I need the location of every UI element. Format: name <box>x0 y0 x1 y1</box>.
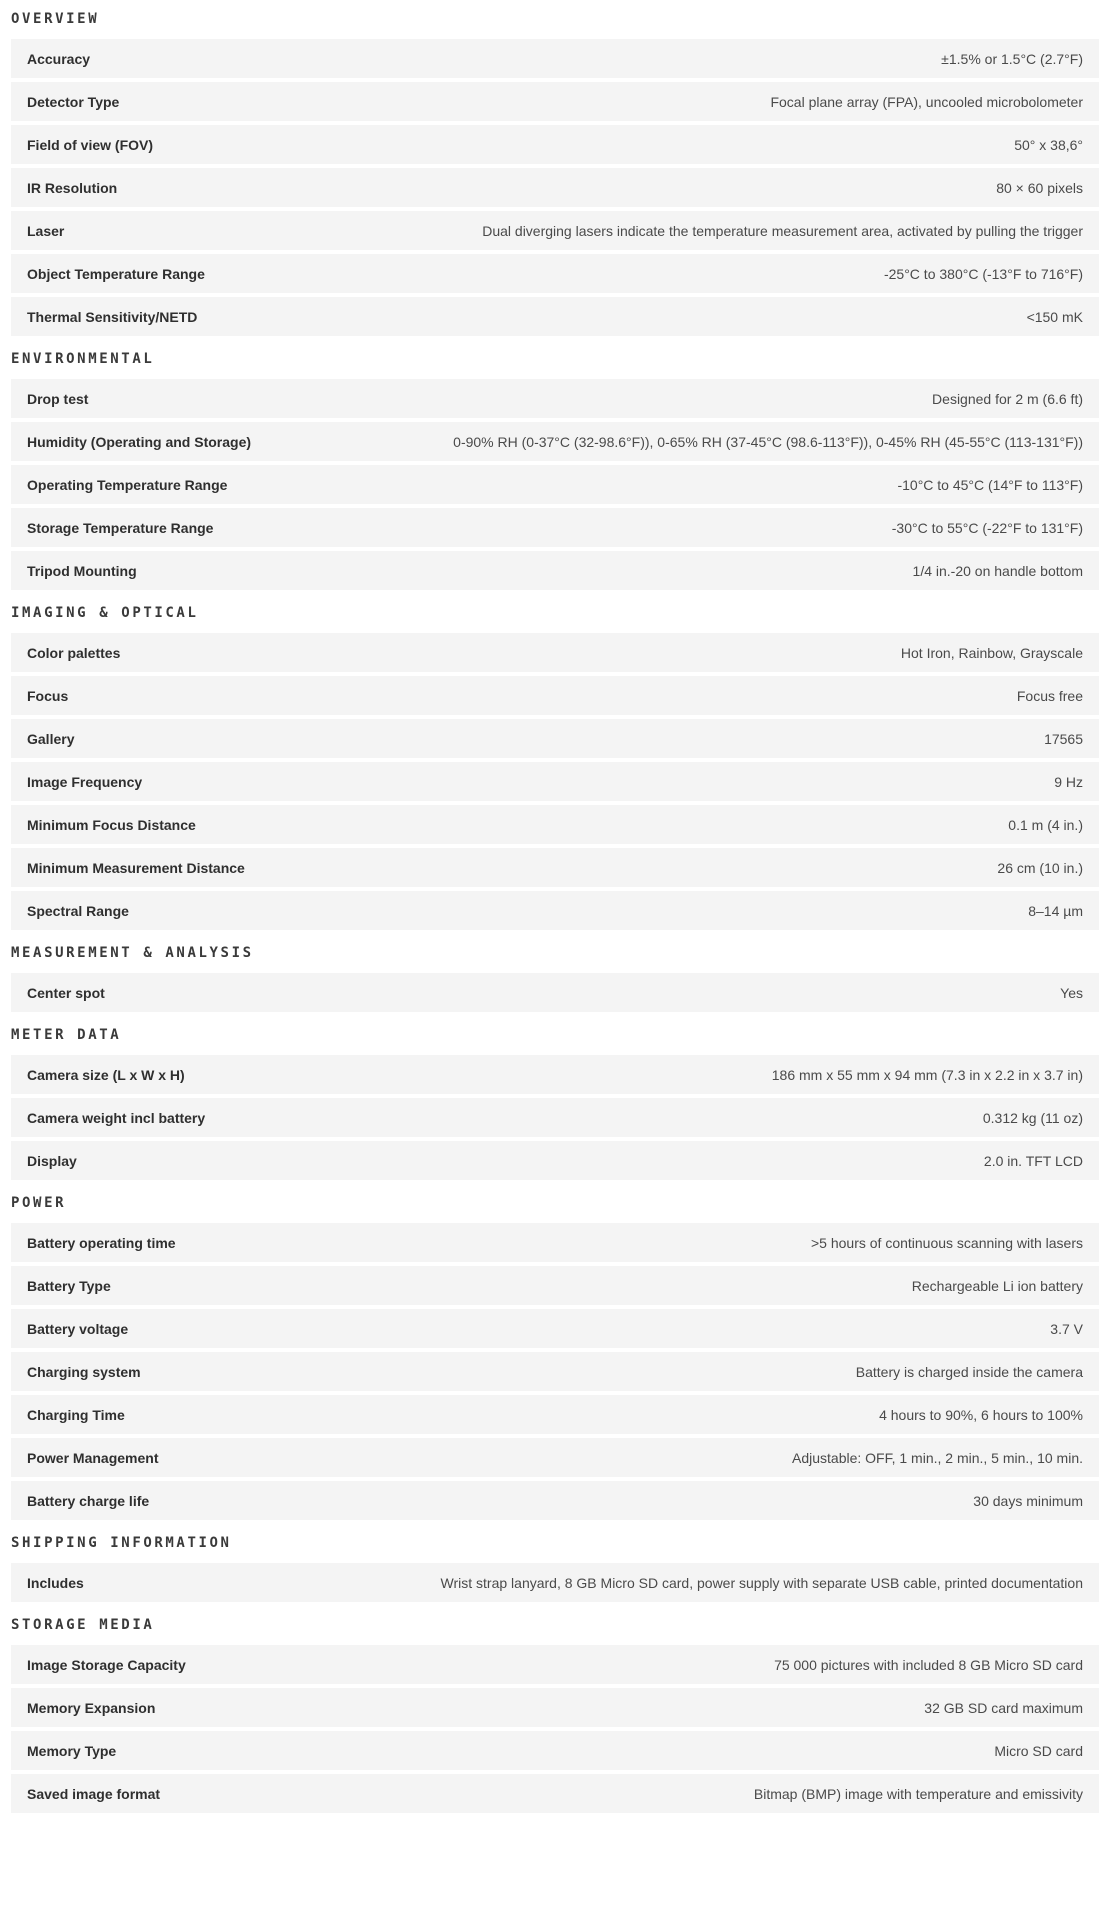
spec-value: Focus free <box>1016 687 1083 704</box>
spec-value: 0.312 kg (11 oz) <box>982 1109 1083 1126</box>
spec-label: Memory Expansion <box>27 1699 156 1716</box>
spec-row <box>11 254 1099 293</box>
spec-row <box>11 125 1099 164</box>
spec-list <box>11 973 1099 1012</box>
spec-value: 17565 <box>1044 730 1083 747</box>
spec-row <box>11 82 1099 121</box>
spec-row <box>11 633 1099 672</box>
spec-label: Charging Time <box>27 1406 125 1423</box>
spec-value: -10°C to 45°C (14°F to 113°F) <box>897 476 1083 493</box>
spec-value: Battery is charged inside the camera <box>855 1363 1083 1380</box>
spec-row <box>11 422 1099 461</box>
spec-row <box>11 508 1099 547</box>
spec-row <box>11 891 1099 930</box>
spec-value: 0.1 m (4 in.) <box>1008 816 1083 833</box>
spec-section <box>0 1016 1103 1180</box>
spec-value: -25°C to 380°C (-13°F to 716°F) <box>883 265 1083 282</box>
spec-label: Charging system <box>27 1363 141 1380</box>
spec-value: Bitmap (BMP) image with temperature and emissivity <box>753 1785 1083 1802</box>
spec-row <box>11 719 1099 758</box>
spec-label: Battery Type <box>27 1277 111 1294</box>
spec-value: 50° x 38,6° <box>1014 136 1083 153</box>
spec-value: Focal plane array (FPA), uncooled microbolometer <box>770 93 1083 110</box>
spec-value: 8–14 µm <box>1028 902 1083 919</box>
spec-value: 80 × 60 pixels <box>996 179 1083 196</box>
section-title: OVERVIEW <box>11 11 100 27</box>
spec-row <box>11 465 1099 504</box>
spec-row <box>11 1309 1099 1348</box>
spec-label: Power Management <box>27 1449 159 1466</box>
spec-label: Drop test <box>27 390 89 407</box>
spec-label: Focus <box>27 687 69 704</box>
spec-label: Battery voltage <box>27 1320 129 1337</box>
spec-label: Memory Type <box>27 1742 117 1759</box>
spec-value: 9 Hz <box>1054 773 1083 790</box>
spec-row <box>11 1774 1099 1813</box>
spec-value: 32 GB SD card maximum <box>924 1699 1083 1716</box>
spec-section <box>0 594 1103 930</box>
spec-row <box>11 379 1099 418</box>
spec-label: Storage Temperature Range <box>27 519 214 536</box>
spec-row <box>11 676 1099 715</box>
spec-row <box>11 1098 1099 1137</box>
spec-value: 186 mm x 55 mm x 94 mm (7.3 in x 2.2 in x 3.7 in) <box>771 1066 1083 1083</box>
spec-row <box>11 848 1099 887</box>
spec-list <box>11 1223 1099 1520</box>
spec-list <box>11 1563 1099 1602</box>
spec-label: Tripod Mounting <box>27 562 137 579</box>
spec-label: Minimum Focus Distance <box>27 816 196 833</box>
spec-value: 2.0 in. TFT LCD <box>983 1152 1083 1169</box>
spec-label: Minimum Measurement Distance <box>27 859 245 876</box>
spec-value: Designed for 2 m (6.6 ft) <box>932 390 1083 407</box>
spec-value: 0-90% RH (0-37°C (32-98.6°F)), 0-65% RH (37-45°C (98.6-113°F)), 0-45% RH (45-55°C (113-131°F)) <box>453 433 1083 450</box>
spec-label: Display <box>27 1152 77 1169</box>
spec-section <box>0 0 1103 336</box>
spec-value: 1/4 in.-20 on handle bottom <box>912 562 1083 579</box>
spec-value: 4 hours to 90%, 6 hours to 100% <box>879 1406 1083 1423</box>
section-title: STORAGE MEDIA <box>11 1617 155 1633</box>
spec-section <box>0 1524 1103 1602</box>
spec-label: Battery operating time <box>27 1234 176 1251</box>
spec-row <box>11 1266 1099 1305</box>
spec-label: Humidity (Operating and Storage) <box>27 433 252 450</box>
spec-row <box>11 1395 1099 1434</box>
spec-label: IR Resolution <box>27 179 118 196</box>
spec-label: Color palettes <box>27 644 121 661</box>
section-title: IMAGING & OPTICAL <box>11 605 199 621</box>
spec-row <box>11 1223 1099 1262</box>
section-title: SHIPPING INFORMATION <box>11 1535 232 1551</box>
spec-row <box>11 1688 1099 1727</box>
spec-label: Thermal Sensitivity/NETD <box>27 308 198 325</box>
spec-label: Center spot <box>27 984 105 1001</box>
spec-row <box>11 1438 1099 1477</box>
spec-label: Detector Type <box>27 93 120 110</box>
spec-value: Micro SD card <box>994 1742 1083 1759</box>
spec-value: >5 hours of continuous scanning with lasers <box>811 1234 1083 1251</box>
section-title: METER DATA <box>11 1027 122 1043</box>
section-title: ENVIRONMENTAL <box>11 351 155 367</box>
spec-label: Field of view (FOV) <box>27 136 154 153</box>
spec-label: Camera weight incl battery <box>27 1109 206 1126</box>
spec-label: Battery charge life <box>27 1492 150 1509</box>
spec-value: Rechargeable Li ion battery <box>911 1277 1083 1294</box>
spec-row <box>11 211 1099 250</box>
spec-value: Yes <box>1060 984 1083 1001</box>
spec-value: 26 cm (10 in.) <box>997 859 1083 876</box>
spec-section <box>0 1606 1103 1813</box>
spec-label: Accuracy <box>27 50 91 67</box>
spec-list <box>11 1645 1099 1813</box>
spec-label: Saved image format <box>27 1785 161 1802</box>
spec-label: Object Temperature Range <box>27 265 205 282</box>
spec-section <box>0 934 1103 1012</box>
spec-label: Image Storage Capacity <box>27 1656 186 1673</box>
spec-value: Hot Iron, Rainbow, Grayscale <box>900 644 1083 661</box>
section-title: MEASUREMENT & ANALYSIS <box>11 945 254 961</box>
spec-row <box>11 1352 1099 1391</box>
spec-list <box>11 39 1099 336</box>
spec-value: <150 mK <box>1026 308 1083 325</box>
spec-section <box>0 1184 1103 1520</box>
spec-row <box>11 1481 1099 1520</box>
spec-row <box>11 297 1099 336</box>
spec-value: ±1.5% or 1.5°C (2.7°F) <box>941 50 1083 67</box>
spec-row <box>11 168 1099 207</box>
spec-value: 30 days minimum <box>973 1492 1083 1509</box>
spec-label: Camera size (L x W x H) <box>27 1066 185 1083</box>
spec-section <box>0 340 1103 590</box>
spec-value: Adjustable: OFF, 1 min., 2 min., 5 min., 10 min. <box>792 1449 1083 1466</box>
spec-label: Operating Temperature Range <box>27 476 228 493</box>
spec-value: -30°C to 55°C (-22°F to 131°F) <box>891 519 1083 536</box>
spec-row <box>11 1055 1099 1094</box>
section-title: POWER <box>11 1195 67 1211</box>
spec-row <box>11 551 1099 590</box>
spec-label: Laser <box>27 222 65 239</box>
spec-row <box>11 1563 1099 1602</box>
spec-label: Spectral Range <box>27 902 129 919</box>
spec-row <box>11 805 1099 844</box>
spec-list <box>11 1055 1099 1180</box>
spec-label: Includes <box>27 1574 84 1591</box>
spec-value: Wrist strap lanyard, 8 GB Micro SD card, power supply with separate USB cable, printed documentation <box>440 1574 1083 1591</box>
spec-row <box>11 1645 1099 1684</box>
spec-value: 3.7 V <box>1050 1320 1083 1337</box>
spec-value: Dual diverging lasers indicate the temperature measurement area, activated by pulling the trigger <box>482 222 1083 239</box>
spec-row <box>11 39 1099 78</box>
spec-row <box>11 1141 1099 1180</box>
spec-row <box>11 973 1099 1012</box>
spec-list <box>11 379 1099 590</box>
spec-list <box>11 633 1099 930</box>
spec-label: Gallery <box>27 730 75 747</box>
spec-row <box>11 1731 1099 1770</box>
spec-value: 75 000 pictures with included 8 GB Micro SD card <box>774 1656 1083 1673</box>
spec-row <box>11 762 1099 801</box>
spec-label: Image Frequency <box>27 773 143 790</box>
